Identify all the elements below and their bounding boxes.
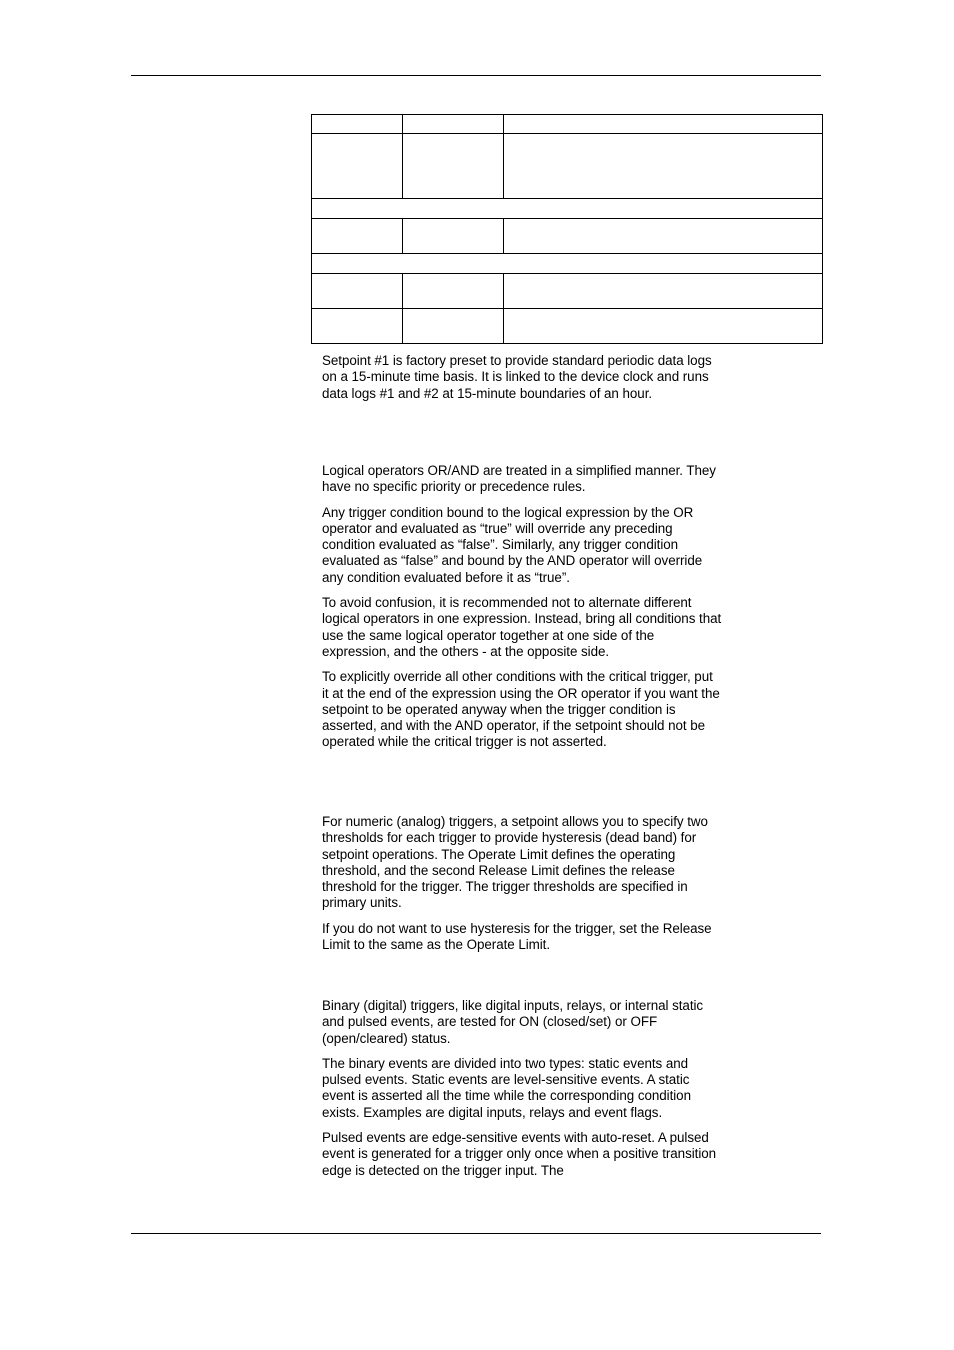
table-group-row xyxy=(312,254,823,274)
paragraph: To avoid confusion, it is recommended not to alternate different logical operators in one expression. Instead, bring all conditions that use the same logical operator together at one side of the expression, and the others - at the opposite side. xyxy=(322,595,722,659)
table-row xyxy=(312,309,823,344)
table-cell xyxy=(312,134,403,199)
table-cell xyxy=(504,134,823,199)
table-cell xyxy=(504,274,823,309)
header-rule xyxy=(131,75,821,76)
paragraph: The binary events are divided into two types: static events and pulsed events. Static events are level-sensitive events. A static event is asserted all the time while the corresponding condition exists. Examples are digital inputs, relays and event flags. xyxy=(322,1055,691,1120)
table-cell xyxy=(403,134,504,199)
table-group-row xyxy=(312,199,823,219)
table-cell xyxy=(504,309,823,344)
paragraph: For numeric (analog) triggers, a setpoint allows you to specify two thresholds for each trigger to provide hysteresis (dead band) for setpoint operations. The Operate Limit defines the operating threshold, and the second Release Limit defines the release threshold for the trigger. The trigger thresholds are specified in primary units. xyxy=(322,814,708,911)
paragraph: If you do not want to use hysteresis for the trigger, set the Release Limit to the same as the Operate Limit. xyxy=(322,920,712,953)
table-group-cell xyxy=(312,254,823,274)
table-cell xyxy=(504,115,823,134)
section-binary-triggers xyxy=(322,998,722,1188)
table-cell xyxy=(403,115,504,134)
section-logical-operators xyxy=(322,463,722,760)
table-cell xyxy=(312,115,403,134)
table-group-cell xyxy=(312,199,823,219)
paragraph: Pulsed events are edge-sensitive events with auto-reset. A pulsed event is generated for a trigger only once when a positive transition edge is detected on the trigger input. The xyxy=(322,1130,717,1178)
footer-rule xyxy=(131,1233,821,1234)
setpoint-table xyxy=(311,114,823,344)
table-row xyxy=(312,134,823,199)
paragraph: Setpoint #1 is factory preset to provide standard periodic data logs on a 15-minute time basis. It is linked to the device clock and runs data logs #1 and #2 at 15-minute boundaries of an hour. xyxy=(322,353,712,401)
table-cell xyxy=(403,274,504,309)
paragraph: Binary (digital) triggers, like digital inputs, relays, or internal static and pulsed events, are tested for ON (closed/set) or OFF (open/cleared) status. xyxy=(322,998,704,1046)
paragraph: Logical operators OR/AND are treated in a simplified manner. They have no specific priority or precedence rules. xyxy=(322,463,716,495)
table-row xyxy=(312,274,823,309)
section-numeric-triggers xyxy=(322,814,722,962)
table-cell xyxy=(312,309,403,344)
table-cell xyxy=(312,274,403,309)
table-cell xyxy=(504,219,823,254)
paragraph: Any trigger condition bound to the logical expression by the OR operator and evaluated as “true” will override any preceding condition evaluated as “false”. Similarly, any trigger condition evaluated as “false” and bound by the AND operator will override any condition evaluated before it as “true”. xyxy=(322,504,703,585)
table-row xyxy=(312,115,823,134)
table-cell xyxy=(403,309,504,344)
paragraph: To explicitly override all other conditions with the critical trigger, put it at the end of the expression using the OR operator if you want the setpoint to be operated anyway when the trigger condition is asserted, and with the AND operator, if the setpoint should not be operated while the critical trigger is not asserted. xyxy=(322,669,720,750)
section-setpoint-preset xyxy=(322,353,722,411)
table-cell xyxy=(312,219,403,254)
table-row xyxy=(312,219,823,254)
table-cell xyxy=(403,219,504,254)
